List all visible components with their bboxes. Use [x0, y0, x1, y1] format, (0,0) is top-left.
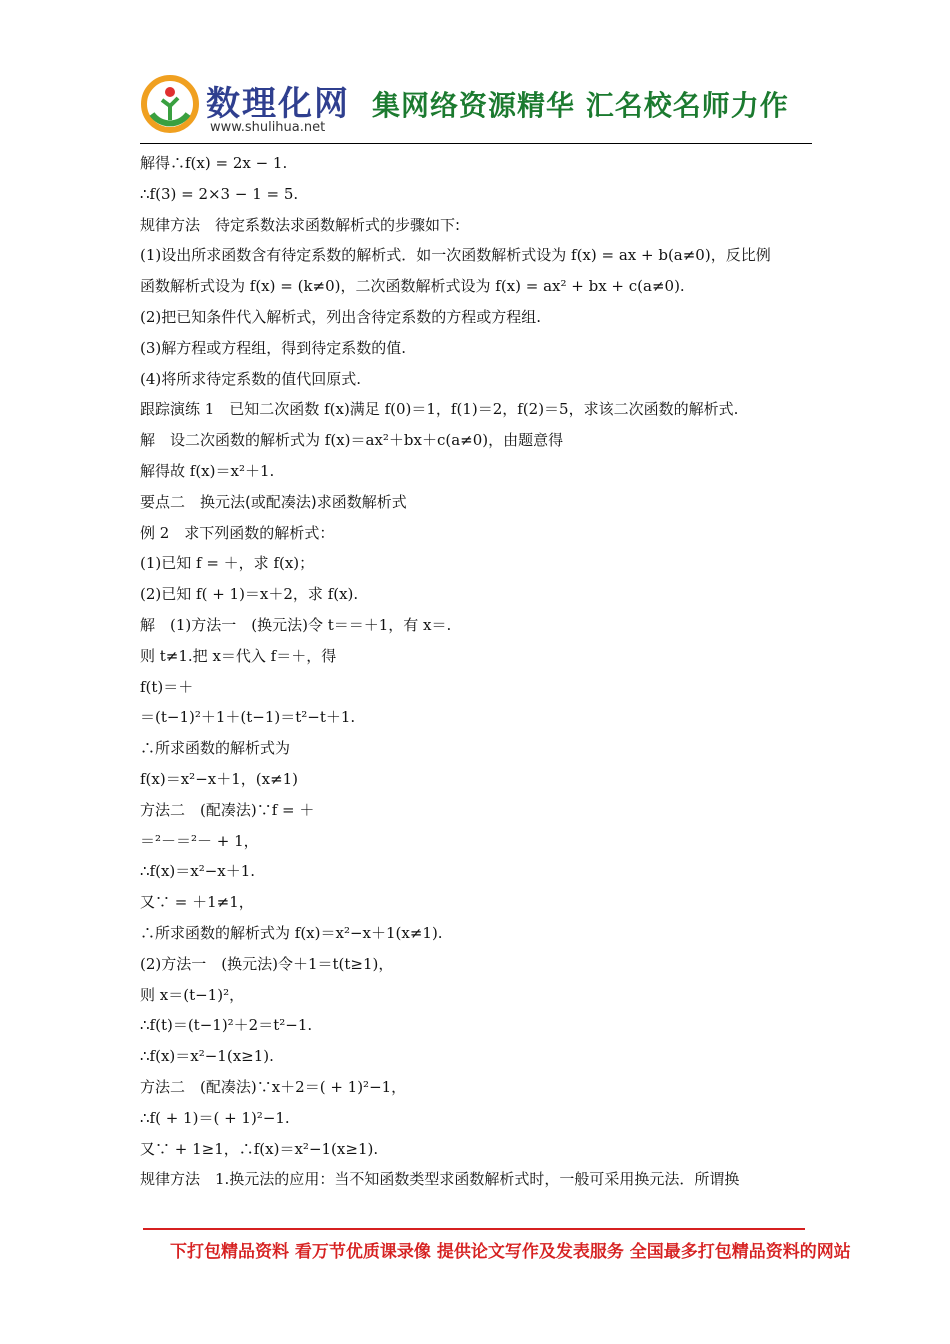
section-heading: 规律方法 待定系数法求函数解析式的步骤如下:	[140, 215, 461, 234]
header-divider	[140, 143, 812, 144]
text-line: 则 t≠1.把 x＝代入 f＝＋，得	[140, 646, 337, 665]
text-line: 方法二 (配凑法)∵x＋2＝( + 1)²−1，	[140, 1077, 407, 1096]
text-line: 解 (1)方法一 (换元法)令 t＝＝＋1，有 x＝.	[140, 615, 452, 634]
section-heading: 规律方法 1.换元法的应用：当不知函数类型求函数解析式时，一般可采用换元法．所谓换	[140, 1170, 740, 1189]
text-line: ∴f(x)＝x²−1(x≥1).	[140, 1047, 274, 1066]
text-line: (1)设出所求函数含有待定系数的解析式．如一次函数解析式设为 f(x) = ax + b(a≠0)，反比例	[140, 246, 771, 265]
text-line: 解 设二次函数的解析式为 f(x)＝ax²＋bx＋c(a≠0)，由题意得	[140, 431, 564, 450]
text-line: (1)已知 f = ＋，求 f(x)；	[140, 554, 315, 573]
text-line: ＝(t−1)²＋1＋(t−1)＝t²−t＋1.	[140, 708, 356, 727]
text-line: (4)将所求待定系数的值代回原式.	[140, 369, 362, 388]
section-heading: 要点二 换元法(或配凑法)求函数解析式	[140, 492, 407, 511]
text-line: 则 x＝(t−1)²，	[140, 985, 245, 1004]
footer-divider	[143, 1228, 805, 1230]
text-line: 方法二 (配凑法)∵f = ＋	[140, 800, 315, 819]
text-line: f(x)＝x²−x＋1，(x≠1)	[140, 769, 299, 788]
text-line: (3)解方程或方程组，得到待定系数的值.	[140, 338, 407, 357]
text-line: ∴所求函数的解析式为	[140, 739, 291, 758]
site-url: www.shulihua.net	[210, 120, 326, 135]
text-line: (2)方法一 (换元法)令＋1＝t(t≥1)，	[140, 954, 394, 973]
text-line: ∴所求函数的解析式为 f(x)＝x²−x＋1(x≠1).	[140, 923, 443, 942]
header-slogan: 集网络资源精华 汇名校名师力作	[372, 89, 789, 122]
text-line: ＝²－＝²－ + 1，	[140, 831, 259, 850]
example-heading: 例 2 求下列函数的解析式：	[140, 523, 335, 542]
text-line: 又∵ + 1≥1，∴f(x)＝x²−1(x≥1).	[140, 1139, 379, 1158]
document-body	[140, 148, 812, 1195]
site-name: 数理化网	[206, 84, 350, 124]
text-line: ∴f(3) = 2×3 − 1 = 5.	[140, 184, 299, 203]
logo-icon	[140, 74, 200, 134]
text-line: (2)已知 f( + 1)＝x＋2，求 f(x).	[140, 585, 359, 604]
text-line: f(t)＝＋	[140, 677, 194, 696]
text-line: ∴f(t)＝(t−1)²＋2＝t²−1.	[140, 1016, 313, 1035]
text-line: ∴f( + 1)＝( + 1)²−1.	[140, 1108, 290, 1127]
text-line: 解得∴f(x) = 2x − 1.	[140, 154, 288, 172]
text-line: 函数解析式设为 f(x) = (k≠0)，二次函数解析式设为 f(x) = ax² + bx + c(a≠0).	[140, 277, 685, 296]
footer-banner: 下打包精品资料 看万节优质课录像 提供论文写作及发表服务 全国最多打包精品资料的网站	[170, 1242, 851, 1262]
text-line: 又∵ = ＋1≠1，	[140, 893, 254, 912]
page-header	[140, 70, 812, 144]
exercise-heading: 跟踪演练 1 已知二次函数 f(x)满足 f(0)＝1，f(1)＝2，f(2)＝5，求该二次函数的解析式.	[140, 400, 739, 419]
text-line: 解得故 f(x)＝x²＋1.	[140, 461, 275, 480]
text-line: (2)把已知条件代入解析式，列出含待定系数的方程或方程组.	[140, 307, 542, 326]
text-line: ∴f(x)＝x²−x＋1.	[140, 862, 256, 881]
